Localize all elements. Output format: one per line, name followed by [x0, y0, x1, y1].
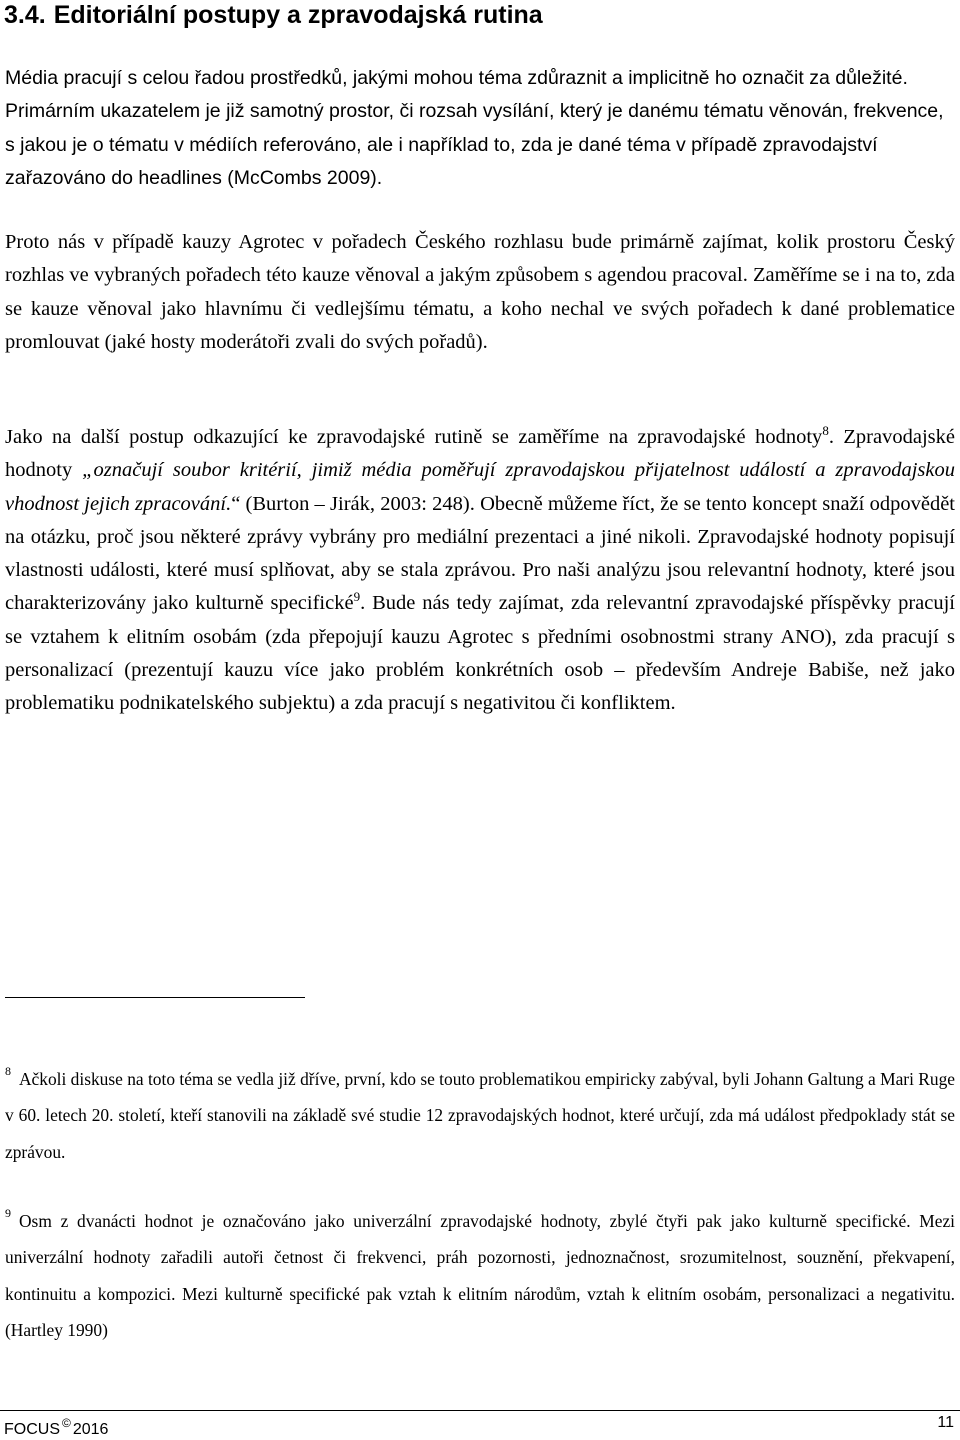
page-number: 11	[937, 1414, 954, 1431]
section-title: Editoriální postupy a zpravodajská rutina	[53, 1, 543, 29]
paragraph-3-part-1: Jako na další postup odkazující ke zpravodajské rutině se zaměříme na zpravodajské hodnoty	[5, 426, 823, 448]
paragraph-3	[5, 421, 955, 721]
copyright-icon: ©	[62, 1416, 71, 1430]
journal-name: FOCUS	[4, 1421, 60, 1438]
footnote-text: Ačkoli diskuse na toto téma se vedla již dříve, první, kdo se touto problematikou empiricky zabýval, byli Johann Galtung a Mari Ruge v 60. letech 20. století, kteří stanovili na základě své studie 12 zpravodajských hodnot, které určují, zda má událost předpoklady stát se zprávou.	[5, 1069, 955, 1162]
paragraph-1: Média pracují s celou řadou prostředků, jakými mohou téma zdůraznit a implicitně ho označit za důležité. Primárním ukazatelem je již samotný prostor, či rozsah vysílání, který je danému tématu věnován, frekvence, s jakou je o tématu v médiích referováno, ale i například to, zda je dané téma v případě zpravodajství zařazováno do headlines (McCombs 2009).	[5, 67, 944, 189]
paragraph-3-part-3: “ (Burton – Jirák, 2003: 248). Obecně můžeme říct, že se tento koncept snaží odpovědět na otázku, proč jsou některé zprávy vybrány pro mediální prezentaci a jiné nikoli. Zpravodajské hodnoty popisují vlastnosti události, které musí splňovat, aby se stala zprávou. Pro naši analýzu jsou relevantní hodnoty, které jsou charakterizovány jako kulturně specifické	[5, 492, 955, 615]
footnote-8	[5, 1061, 955, 1170]
paragraph-3-part-4: . Bude nás tedy zajímat, zda relevantní zpravodajské příspěvky pracují se vztahem k elitním osobám (zda přepojují kauzu Agrotec s předními osobnostmi strany ANO), zda pracují s personalizací (prezentují kauzu více jako problém konkrétních osob – především Andreje Babiše, než jako problematiku podnikatelského subjektu) a zda pracují s negativitou či konfliktem.	[5, 592, 955, 715]
paragraph-3-part-2: . Zpravodajské hodnoty	[5, 426, 955, 482]
footnote-ref-9[interactable]: 9	[353, 589, 361, 605]
footnote-separator	[5, 997, 305, 998]
footnote-ref-8[interactable]: 8	[822, 423, 829, 438]
footnote-marker: 9	[5, 1206, 11, 1220]
section-heading	[4, 0, 543, 30]
journal-year: 2016	[72, 1421, 109, 1438]
footnote-9	[5, 1203, 955, 1349]
footnote-text: Osm z dvanácti hodnot je označováno jako univerzální zpravodajské hodnoty, zbylé čtyři pak jako kulturně specifické. Mezi univerzální hodnoty zařadili autoři četnost či frekvenci, práh pozornosti, jednoznačnost, srozumitelnost, souznění, překvapení, kontinuitu a kompozici. Mezi kulturně specifické pak vztah k elitním národům, vztah k elitním osobám, personalizaci a negativitu. (Hartley 1990)	[5, 1211, 955, 1341]
footer-rule	[0, 1410, 960, 1411]
footnote-marker: 8	[5, 1064, 11, 1078]
paragraph-2: Proto nás v případě kauzy Agrotec v pořadech Českého rozhlasu bude primárně zajímat, kolik prostoru Český rozhlas ve vybraných pořadech této kauze věnoval a jakým způsobem s agendou pracoval. Zaměříme se i na to, zda se kauze věnoval jako hlavnímu či vedlejšímu tématu, a koho nechal ve svých pořadech k dané problematice promlouvat (jaké hosty moderátoři zvali do svých pořadů).	[5, 231, 955, 353]
definition-quote: „označují soubor kritérií, jimiž média poměřují zpravodajskou přijatelnost událostí a zpravodajskou vhodnost jejich zpracování.	[5, 459, 956, 515]
section-number: 3.4.	[4, 1, 46, 29]
